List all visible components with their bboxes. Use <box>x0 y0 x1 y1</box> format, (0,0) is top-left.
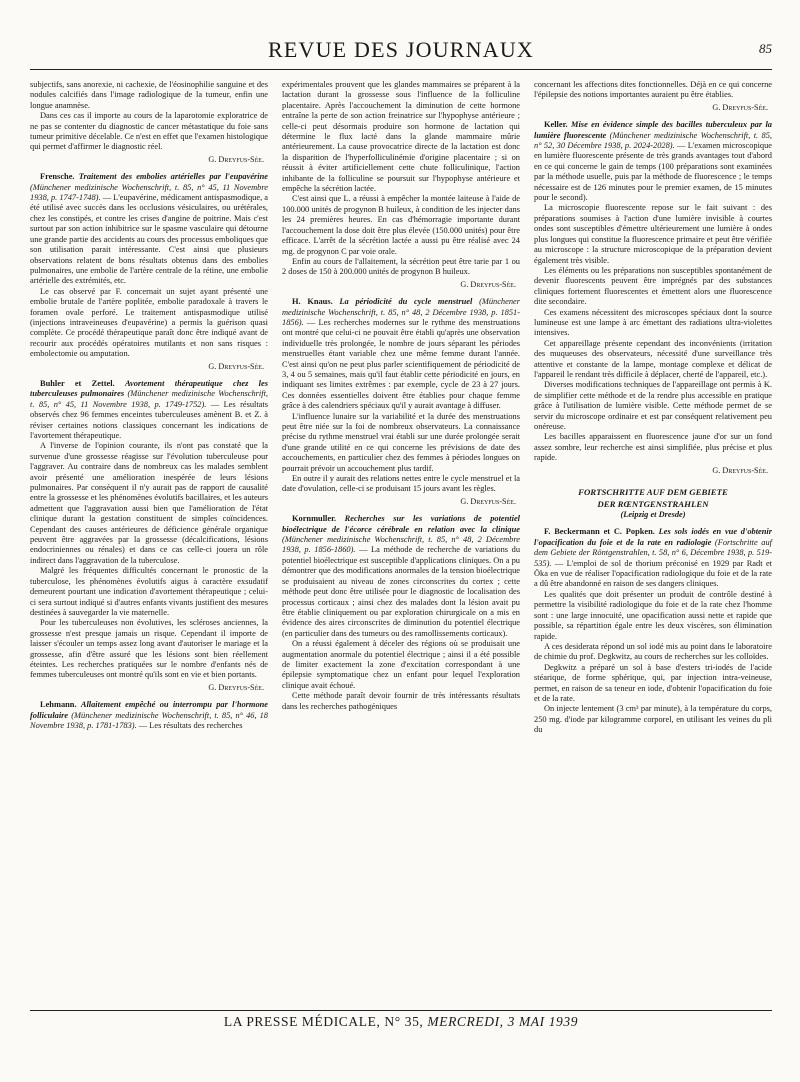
column-1 <box>30 80 268 731</box>
article-reference: (Münchener medizinische Wochenschrift, t. 85, n° 45, 11 Novembre 1938, p. 1747-1748). <box>30 182 268 203</box>
article-reference: (Münchener medizinische Wochenschrift, t. 85, n° 48, 2 Décembre 1938, p. 1851-1856). <box>282 297 521 327</box>
paragraph: A ces desiderata répond un sol iodé mis au point dans le laboratoire de chimie du prof. Degkwitz, au cours de recherches sur les colloïdes. <box>534 641 772 662</box>
article-title: Avortement thérapeutique chez les tuberculeuses pulmonaires <box>30 378 268 399</box>
paragraph: La microscopie fluorescente repose sur le fait suivant : des préparations soumises à l'action d'une lumière invisible à courtes ondes sont susceptibles d'émettre ultérieurement une lumière à ondes plus longues qui constitue la fluorescence primaire et peut être vérifiée au microscope : la structure microscopique de la préparation devient également très visible. <box>534 203 772 265</box>
article-title: La périodicité du cycle menstruel <box>339 297 473 307</box>
signature: G. Dreyfus-Sée. <box>460 496 516 506</box>
paragraph: concernant les affections dites fonctionnelles. Déjà en ce qui concerne l'épilepsie des notions importantes auraient pu être établies. <box>534 80 772 100</box>
paragraph: C'est ainsi que L. a réussi à empêcher la montée laiteuse à l'aide de 100.000 unités de progynon B huileux, à condition de les injecter dans les 24 premières heures. En cas d'hémorragie importante durant l'accouchement la dose doit être plus élevée (150.000 unités) pour être efficace. L'arrêt de la sécrétion lactée a aussi pu être réalisé avec 24 mg. de progynon C par voie orale. <box>282 194 520 256</box>
footer-publication: LA PRESSE MÉDICALE, N° 35, <box>223 1014 424 1029</box>
paragraph: A l'inverse de l'opinion courante, ils n'ont pas constaté que la survenue d'une grossesse réagisse sur l'évolution tuberculeuse pour l'aggraver. Au contraire dans de nombreux cas les malades semblent avoir présenté une amélioration inespérée de leurs lésions pulmonaires. Par conséquent il n'y aurait pas de rapport de causalité entre la grossesse et les phénomènes évolutifs bacillaires, et les auteurs admettent que l'aggravation aussi bien que l'amélioration de l'état clinique durant la gestation constituent de simples coïncidences. Cependant des causes antérieures de déficience générale organique peuvent être aggravées par la grossesse (décalcifications, lésions endocriniennes ou rénales) et dans ce cas celle-ci jouera un rôle indirect dans l'aggravation de la tuberculose. <box>30 441 268 565</box>
article-author: Lehmann. <box>40 700 77 710</box>
article-reference: (Münchener medizinische Wochenschrift, t. 85, n° 52, 30 Décembre 1938, p. 2024-2028). <box>534 130 773 151</box>
page-header <box>30 36 772 70</box>
paragraph: Ces examens nécessitent des microscopes spéciaux dont la source lumineuse est une lampe à arc émettant des radiations ultra-violettes intensives. <box>534 307 772 338</box>
article-author: F. Beckermann et C. Popken. <box>544 527 655 537</box>
article-frensche <box>30 172 268 286</box>
article-knaus <box>282 297 520 411</box>
signature: G. Dreyfus-Sée. <box>208 682 264 692</box>
paragraph: — L'emploi de sol de thorium préconisé en 1929 par Radt et Öka en vue de réaliser l'opacification radiologique du foie et de la rate a dû être abandonné en raison de ses dangers cliniques. <box>534 558 772 589</box>
article-reference: (Münchener medizinische Wochenschrift, t. 85, n° 45, 11 Novembre 1938, p. 1749-1752). <box>30 389 269 409</box>
paragraph: Degkwitz a préparé un sol à base d'esters tri-iodés de l'acide stéarique, de forme sphérique, qui, par injection intra-veineuse, permet, en raison de sa teneur en iode, d'obtenir l'opacification du foie et de la rate. <box>534 662 772 703</box>
article-title: Traitement des embolies artérielles par l'eupavérine <box>78 172 268 182</box>
paragraph: — Les résultats des recherches <box>138 720 243 730</box>
signature: G. Dreyfus-Sée. <box>712 465 768 475</box>
signature: G. Dreyfus-Sée. <box>208 154 264 164</box>
paragraph: Les bacilles apparaissent en fluorescence jaune d'or sur un fond assez sombre, leur recherche est ainsi simplifiée, plus précise et plus rapide. <box>534 432 772 463</box>
signature: G. Dreyfus-Sée. <box>208 361 264 371</box>
paragraph: Les éléments ou les préparations non susceptibles spontanément de devenir fluorescents peuvent être imprégnés par des substances cliniques fortement fluorescentes et émettent alors une fluorescence dite secondaire. <box>534 265 772 307</box>
paragraph: L'influence lunaire sur la variabilité et la durée des menstruations peut être niée sur la foi de nombreux observateurs. La connaissance précise du rythme menstruel vrai établi sur une durée prolongée serait d'une grande utilité en ce qui concerne les prévisions de date des accouchements, en particulier chez des femmes à périodes longues on pourrait prévoir un accouchement plus tardif. <box>282 411 520 473</box>
page-number: 85 <box>759 41 772 56</box>
article-keller <box>534 120 772 203</box>
article-kornmuller <box>282 514 520 639</box>
column-3 <box>534 80 772 736</box>
article-reference: (Münchener medizinische Wochenschrift, t. 85, n° 46, 18 Novembre 1938, p. 1781-1783). <box>30 710 268 730</box>
paragraph: Le cas observé par F. concernait un sujet ayant présenté une embolie brutale de l'artère poplitée, embolie paradoxale à travers le foramen ovale perforé. Le traitement antispasmodique utilisé (injections intraveineuses d'eupavérine) a permis la guérison quasi complète. Ce procédé thérapeutique paraît donc être indiqué avant de recourir aux procédés opératoires mutilants et non sans risques : embolectomie ou amputation. <box>30 286 268 359</box>
journal-title: REVUE DES JOURNAUX <box>267 37 535 62</box>
article-author: Kornmuller. <box>292 514 337 524</box>
signature: G. Dreyfus-Sée. <box>712 102 768 112</box>
paragraph: — L'eupavérine, médicament antispasmodique, a été utilisé avec succès dans les occlusions vésiculaires, ou urétérales, chez les constipés, et contre les crises d'angine de poitrine. Mais c'est surtout par son action inhibitrice sur le spasme vasculaire qui détourne une grande partie des accidents au cours des processus emboliques que son utilisation parait intéressante. C'est ainsi que plusieurs observations relatent de bons résultats obtenus dans des embolies pulmonaires, une embolie de l'artère centrale de la rétine, une embolie artérielle des extrémités, etc. <box>30 193 269 286</box>
article-lehmann <box>30 700 268 731</box>
article-title: Recherches sur les variations de potentiel bioélectrique de l'écorce cérébrale en relation avec la clinique <box>282 514 520 534</box>
article-author: Buhler et Zettel. <box>40 378 115 388</box>
article-author: Keller. <box>544 120 568 130</box>
section-heading <box>534 486 772 510</box>
paragraph: — L'examen microscopique en lumière fluorescente présente de très grands avantages tout d'abord en ce qui concerne le gain de temps (100 préparations sont examinées par la méthode usuelle, puis par la méthode de fluorescence ; le temps nécessaire est de 126 minutes pour le premier examen, de 15 minutes pour le second). <box>534 141 772 203</box>
paragraph: Pour les tuberculeuses non évolutives, les scléroses anciennes, la grossesse n'est presque jamais un risque. Cependant il importe de laisser s'écouler un temps assez long avant d'autoriser le mariage et la grossesse, afin d'être assuré que les lésions sont bien réellement éteintes. Les recherches pratiquées sur le nombre d'enfants nés de femmes tuberculeuses ont montré qu'ils sont en vie et bien portants. <box>30 618 268 680</box>
article-title: Mise en évidence simple des bacilles tuberculeux par la lumière fluorescente <box>534 120 772 140</box>
section-heading-line: FORTSCHRITTE AUF DEM GEBIETE <box>578 487 728 498</box>
article-author: Frensche. <box>40 172 75 182</box>
paragraph: — Les résultats observés chez 96 femmes enceintes tuberculeuses amènent B. et Z. à réviser certaines notions classiques concernant les indications de l'avortement thérapeutique. <box>30 399 268 440</box>
paragraph: Les qualités que doit présenter un produit de contrôle destiné à permettre la visibilité radiologique du foie et de la rate chez l'homme sont : une large innocuité, une opacification aussi nette et rapide que possible, sa répartition égale entre les deux viscères, son élimination rapide. <box>534 589 772 641</box>
paragraph: On injecte lentement (3 cm³ par minute), à la température du corps, 250 mg. d'iode par kilogramme corporel, en utilisant les veines du pli du <box>534 704 772 735</box>
page-footer <box>30 1010 772 1030</box>
column-2 <box>282 80 520 712</box>
paragraph: expérimentales prouvent que les glandes mammaires se préparent à la lactation durant la grossesse sous l'influence de la folliculine placentaire. Après l'accouchement la diminution de cette hormone entraîne la perte de son action freinatrice sur l'hypophyse antérieure ; celle-ci peut désormais produire son hormone de lactation qui détermine le flux lacté dans la glande mammaire mûrie antérieurement. La cause provocatrice directe de la lactation est donc la disparition de l'hyperfolliculinémie d'origine placentaire ; si on réussit à éviter artificiellement cette chute folliculinique, l'action inhibante de la folliculine se poursuit sur l'hypophyse antérieure et empêche la sécrétion lactée. <box>282 80 520 194</box>
footer-date: MERCREDI, 3 MAI 1939 <box>427 1014 579 1029</box>
paragraph: Dans ces cas il importe au cours de la laparotomie exploratrice de ne pas se contenter du diagnostic de cancer métastatique du foie sans tumeur primitive décelable. Ce n'est en effet que l'examen histologique qui permet d'affirmer le diagnostic réel. <box>30 111 268 152</box>
paragraph: Diverses modifications techniques de l'appareillage ont permis à K. de simplifier cette méthode et de la rendre plus accessible en pratique grâce à l'utilisation de lumière visible. Cette méthode permet de se servir du microscope ordinaire et est par conséquent relativement peu onéreuse. <box>534 380 772 431</box>
paragraph: Malgré les fréquentes difficultés concernant le pronostic de la tuberculose, les phénomènes évolutifs aigus à caractère exsudatif demeurent pourtant une indication d'avortement thérapeutique ; celui-ci sera surtout indiqué si d'autres enfants vivants justifient des mesures destinées à sauvegarder la vie maternelle. <box>30 566 268 617</box>
paragraph: — La méthode de recherche de variations du potentiel bioélectrique est susceptible d'applications cliniques. On a pu démontrer que des modifications anormales de la tension bioélectrique se produisaient au niveau de zones circonscrites du cortex ; cette méthode peut donc être utilisée pour le diagnostic de localisation des processus corticaux ; ainsi chez des malades dont la lésion avait pu être établie cliniquement ou par exploration chirurgicale on a mis en évidence des aires circonscrites de diminution du potentiel électrique (en particulier dans des tumeurs ou des ramollissements corticaux). <box>282 545 521 638</box>
paragraph: Cet appareillage présente cependant des inconvénients (irritation des muqueuses des observateurs, nécessité d'une surveillance très attentive et constante de la lampe, montage complexe et délicat de l'appareil le rendant très difficile à déplacer, cherté de l'appareil, etc.). <box>534 338 772 379</box>
article-reference: (Fortschritte auf dem Gebiete der Röntgenstrahlen, t. 58, n° 6, Décembre 1938, p. 519-535). <box>534 537 772 568</box>
section-heading-line: DER RŒNTGENSTRAHLEN <box>597 499 709 510</box>
paragraph: On a réussi également à déceler des régions où se produisait une augmentation anormale du potentiel électrique ; ainsi il a été possible de limiter exactement la zone d'excitation correspondant à une épilepsie symptomatique chez un enfant pour lequel l'exploration clinique avait échoué. <box>282 639 520 690</box>
paragraph: subjectifs, sans anorexie, ni cachexie, de l'éosinophilie sanguine et des nodules calcifiés dans l'image radiologique de la tumeur, enfin une longue anamnèse. <box>30 80 268 110</box>
paragraph: Enfin au cours de l'allaitement, la sécrétion peut être tarie par 1 ou 2 doses de 150 à 200.000 unités de progynon B huileux. <box>282 256 520 277</box>
section-subheading: (Leipzig et Dresde) <box>620 510 686 520</box>
paragraph: — Les recherches modernes sur le rythme des menstruations ont montré que celui-ci ne pouvait être établi qu'après une observation individuelle très prolongée, le nombre de jours séparant les périodes menstruelles étant variable chez une même femme durant l'année. C'est ainsi qu'on ne peut plus parler scientifiquement de périodicité de 3, 4 ou 5 semaines, mais qu'il faut établir cette périodicité en jours, en indiquant ses limites extrêmes : par exemple, cycle de 23 à 27 jours. Ces données essentielles doivent être établies pour chaque femme grâce à des calendriers spéciaux qu'il y aurait avantage à diffuser. <box>282 317 520 411</box>
article-title: Allaitement empêché ou interrompu par l'hormone folliculaire <box>30 700 269 720</box>
article-beckermann-popken <box>534 527 772 589</box>
article-buhler-zettel <box>30 379 268 441</box>
paragraph: En outre il y aurait des relations nettes entre le cycle menstruel et la date d'ovulation, celle-ci se produisant 15 jours avant les règles. <box>282 474 520 494</box>
paragraph: Cette méthode paraît devoir fournir de très intéressants résultats dans les recherches pathogéniques <box>282 691 520 711</box>
article-author: H. Knaus. <box>292 297 333 307</box>
article-reference: (Münchener medizinische Wochenschrift, t. 85, n° 48, 2 Décembre 1938, p. 1856-1860). <box>282 535 520 555</box>
signature: G. Dreyfus-Sée. <box>460 279 516 289</box>
article-title: Les sols iodés en vue d'obtenir l'opacification du foie et de la rate en radiologie <box>534 527 772 547</box>
